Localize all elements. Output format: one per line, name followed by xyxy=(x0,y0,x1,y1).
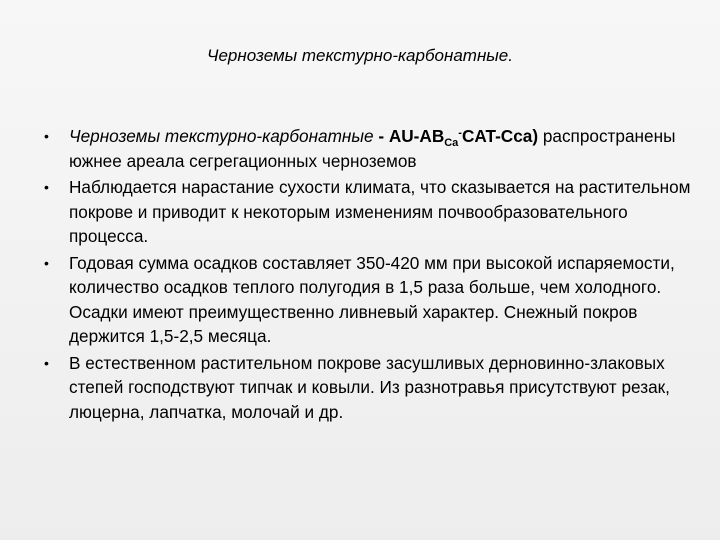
bullet-text: распространены южнее ареала сегрегационных черноземов xyxy=(69,126,676,171)
soil-formula xyxy=(388,126,539,149)
bullet-item xyxy=(44,124,704,173)
formula-part-a: AU-AB xyxy=(388,126,445,146)
bullet-text: В естественном растительном покрове засушливых дерновинно-злаковых степей господствуют типчак и ковыли. Из разнотравья присутствуют резак, люцерна, лапчатка, молочай и др. xyxy=(69,352,670,422)
bullet-item xyxy=(44,175,704,249)
bullet-list xyxy=(44,124,704,424)
bullet-text: Годовая сумма осадков составляет 350‑420 мм при высокой испаряемости, количество осадков теплого полугодия в 1,5 раза больше, чем холодного. Осадки имеют преимущественно ливневый характер. Снежный покров держится 1,5‑2,5 месяца. xyxy=(69,252,675,346)
bullet-dot: • xyxy=(44,128,49,144)
slide-title: Черноземы текстурно-карбонатные. xyxy=(207,46,513,65)
bullet-text: Наблюдается нарастание сухости климата, что сказывается на растительном покрове и приводит к некоторым изменениям почвообразовательного процесса. xyxy=(69,177,691,246)
formula-subscript: Ca xyxy=(444,137,459,149)
bullet-dot: • xyxy=(44,354,49,371)
separator: - xyxy=(373,126,389,146)
soil-name: Черноземы текстурно-карбонатные xyxy=(69,126,374,146)
bullet-dot: • xyxy=(44,254,49,271)
formula-superscript: - xyxy=(458,127,462,139)
bullet-dot: • xyxy=(44,179,49,195)
bullet-item xyxy=(44,351,704,425)
formula-part-b: CAT-Cca) xyxy=(461,126,539,146)
bullet-item xyxy=(44,251,704,349)
